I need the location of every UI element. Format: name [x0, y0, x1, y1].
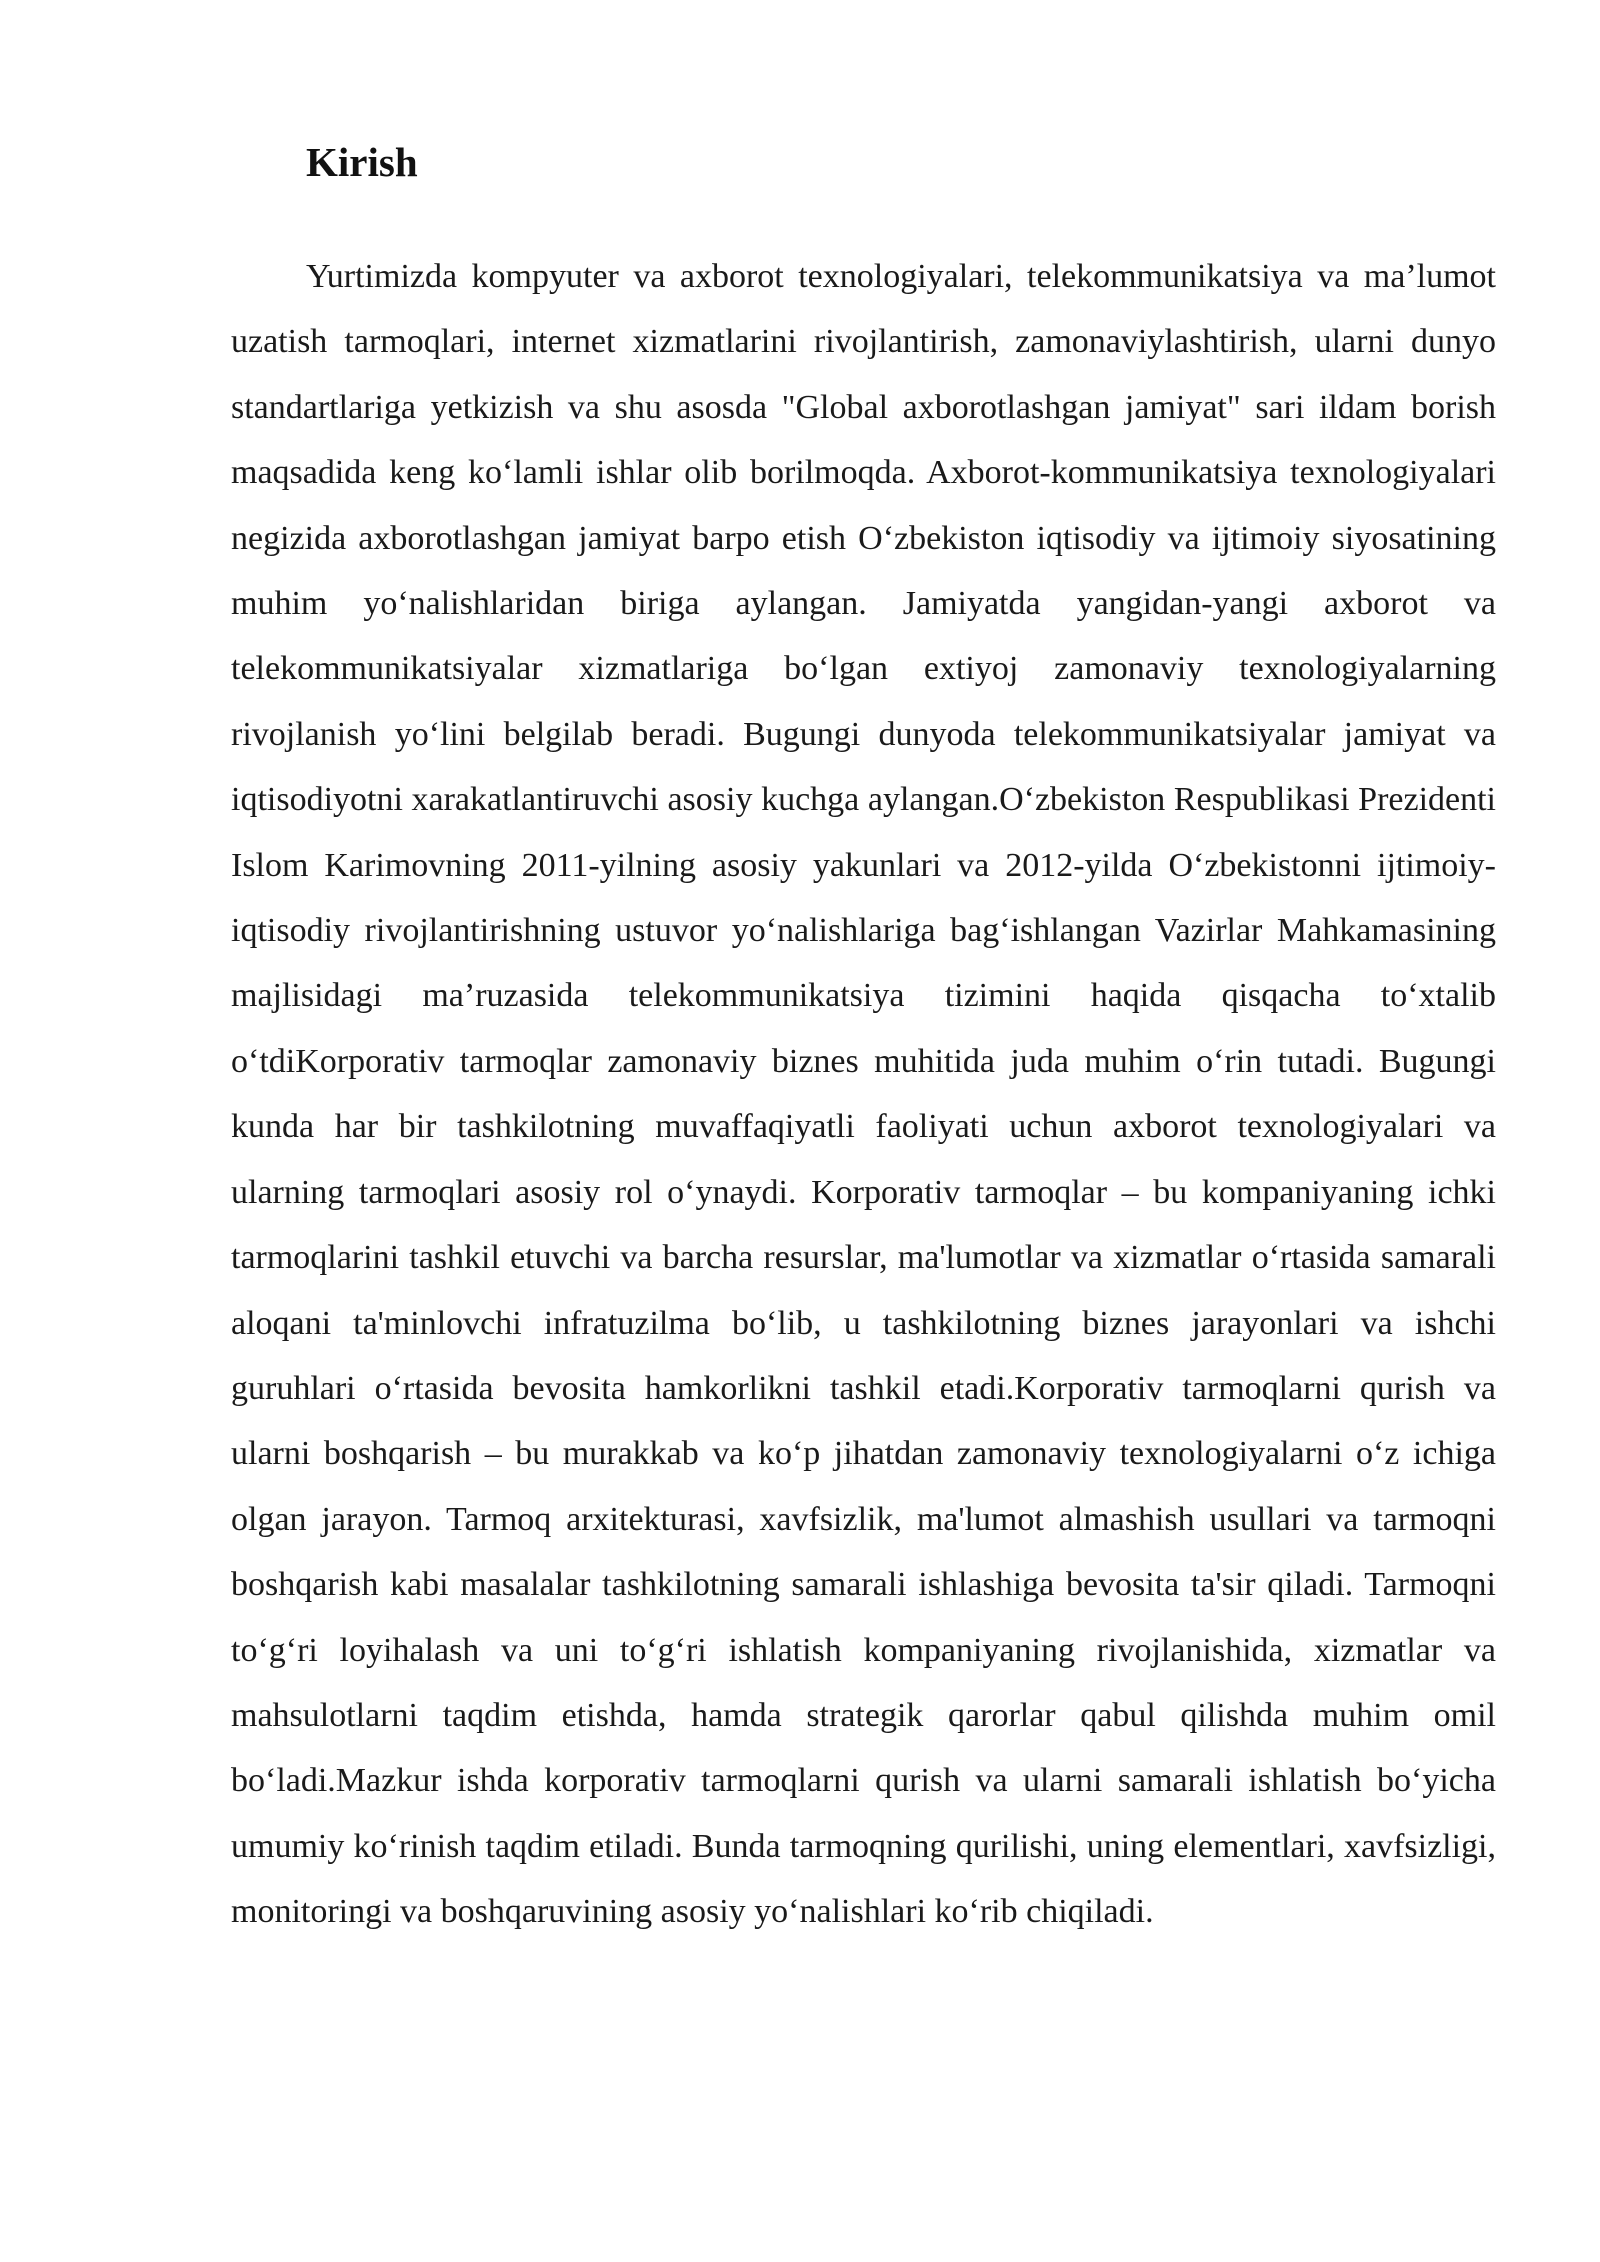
section-heading: Kirish [306, 139, 418, 185]
body-paragraph: Yurtimizda kompyuter va axborot texnologiyalari, telekommunikatsiya va ma’lumot uzatish tarmoqlari, internet xizmatlarini rivojlantirish, zamonaviylashtirish, ularni dunyo standartlariga yetkizish va shu asosda "Global axborotlashgan jamiyat" sari ildam borish maqsadida keng koʻlamli ishlar olib borilmoqda. Axborot-kommunikatsiya texnologiyalari negizida axborotlashgan jamiyat barpo etish Oʻzbekiston iqtisodiy va ijtimoiy siyosatining muhim yoʻnalishlaridan biriga aylangan. Jamiyatda yangidan-yangi axborot va telekommunikatsiyalar xizmatlariga boʻlgan extiyoj zamonaviy texnologiyalarning rivojlanish yoʻlini belgilab beradi. Bugungi dunyoda telekommunikatsiyalar jamiyat va iqtisodiyotni xarakatlantiruvchi asosiy kuchga aylangan.Oʻzbekiston Respublikasi Prezidenti Islom Karimovning 2011-yilning asosiy yakunlari va 2012-yilda Oʻzbekistonni ijtimoiy-iqtisodiy rivojlantirishning ustuvor yoʻnalishlariga bagʻishlangan Vazirlar Mahkamasining majlisidagi ma’ruzasida telekommunikatsiya tizimini haqida qisqacha toʻxtalib oʻtdiKorporativ tarmoqlar zamonaviy biznes muhitida juda muhim oʻrin tutadi. Bugungi kunda har bir tashkilotning muvaffaqiyatli faoliyati uchun axborot texnologiyalari va ularning tarmoqlari asosiy rol oʻynaydi. Korporativ tarmoqlar – bu kompaniyaning ichki tarmoqlarini tashkil etuvchi va barcha resurslar, ma'lumotlar va xizmatlar oʻrtasida samarali aloqani ta'minlovchi infratuzilma boʻlib, u tashkilotning biznes jarayonlari va ishchi guruhlari oʻrtasida bevosita hamkorlikni tashkil etadi.Korporativ tarmoqlarni qurish va ularni boshqarish – bu murakkab va koʻp jihatdan zamonaviy texnologiyalarni oʻz ichiga olgan jarayon. Tarmoq arxitekturasi, xavfsizlik, ma'lumot almashish usullari va tarmoqni boshqarish kabi masalalar tashkilotning samarali ishlashiga bevosita ta'sir qiladi. Tarmoqni toʻgʻri loyihalash va uni toʻgʻri ishlatish kompaniyaning rivojlanishida, xizmatlar va mahsulotlarni taqdim etishda, hamda strategik qarorlar qabul qilishda muhim omil boʻladi.Mazkur ishda korporativ tarmoqlarni qurish va ularni samarali ishlatish boʻyicha umumiy koʻrinish taqdim etiladi. Bunda tarmoqning qurilishi, uning elementlari, xavfsizligi, monitoringi va boshqaruvining asosiy yoʻnalishlari koʻrib chiqiladi. [231, 258, 1496, 1931]
